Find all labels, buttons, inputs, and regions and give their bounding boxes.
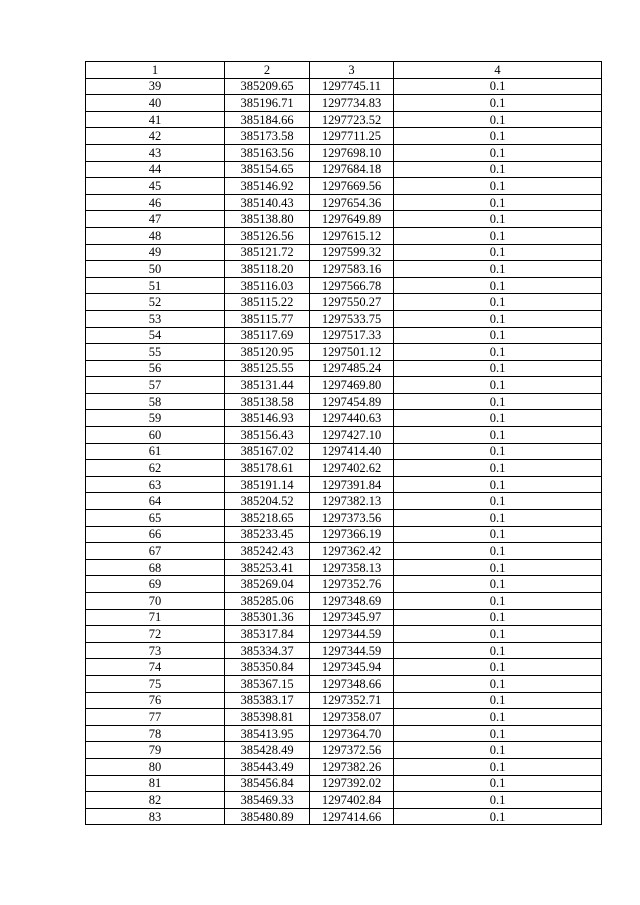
point-number-cell: 42 (86, 128, 225, 145)
column-header-3: 3 (310, 62, 394, 79)
y-coordinate-cell: 1297402.84 (310, 792, 394, 809)
x-coordinate-cell: 385469.33 (225, 792, 310, 809)
table-row (86, 659, 602, 676)
x-coordinate-cell: 385317.84 (225, 626, 310, 643)
x-coordinate-cell: 385115.22 (225, 294, 310, 311)
x-coordinate-cell: 385146.93 (225, 410, 310, 427)
value-cell: 0.1 (394, 725, 602, 742)
x-coordinate-cell: 385126.56 (225, 227, 310, 244)
point-number-cell: 72 (86, 626, 225, 643)
value-cell: 0.1 (394, 277, 602, 294)
y-coordinate-cell: 1297364.70 (310, 725, 394, 742)
x-coordinate-cell: 385146.92 (225, 178, 310, 195)
value-cell: 0.1 (394, 294, 602, 311)
header-row (86, 62, 602, 79)
y-coordinate-cell: 1297599.32 (310, 244, 394, 261)
y-coordinate-cell: 1297348.66 (310, 675, 394, 692)
value-cell: 0.1 (394, 775, 602, 792)
table-row (86, 725, 602, 742)
value-cell: 0.1 (394, 510, 602, 527)
point-number-cell: 65 (86, 510, 225, 527)
table-row (86, 559, 602, 576)
value-cell: 0.1 (394, 360, 602, 377)
point-number-cell: 60 (86, 427, 225, 444)
table-row (86, 576, 602, 593)
value-cell: 0.1 (394, 111, 602, 128)
table-row (86, 510, 602, 527)
x-coordinate-cell: 385218.65 (225, 510, 310, 527)
table-row (86, 294, 602, 311)
x-coordinate-cell: 385269.04 (225, 576, 310, 593)
table-row (86, 609, 602, 626)
y-coordinate-cell: 1297723.52 (310, 111, 394, 128)
point-number-cell: 40 (86, 95, 225, 112)
y-coordinate-cell: 1297382.13 (310, 493, 394, 510)
point-number-cell: 67 (86, 543, 225, 560)
y-coordinate-cell: 1297345.94 (310, 659, 394, 676)
y-coordinate-cell: 1297382.26 (310, 758, 394, 775)
y-coordinate-cell: 1297454.89 (310, 393, 394, 410)
y-coordinate-cell: 1297358.13 (310, 559, 394, 576)
value-cell: 0.1 (394, 227, 602, 244)
table-row (86, 593, 602, 610)
y-coordinate-cell: 1297352.71 (310, 692, 394, 709)
y-coordinate-cell: 1297501.12 (310, 344, 394, 361)
y-coordinate-cell: 1297392.02 (310, 775, 394, 792)
y-coordinate-cell: 1297352.76 (310, 576, 394, 593)
y-coordinate-cell: 1297344.59 (310, 626, 394, 643)
point-number-cell: 44 (86, 161, 225, 178)
point-number-cell: 53 (86, 310, 225, 327)
table-row (86, 111, 602, 128)
point-number-cell: 83 (86, 808, 225, 825)
table-row (86, 642, 602, 659)
value-cell: 0.1 (394, 310, 602, 327)
x-coordinate-cell: 385156.43 (225, 427, 310, 444)
table-row (86, 327, 602, 344)
table-row (86, 758, 602, 775)
value-cell: 0.1 (394, 344, 602, 361)
point-number-cell: 64 (86, 493, 225, 510)
table-row (86, 410, 602, 427)
y-coordinate-cell: 1297649.89 (310, 211, 394, 228)
value-cell: 0.1 (394, 377, 602, 394)
point-number-cell: 73 (86, 642, 225, 659)
x-coordinate-cell: 385117.69 (225, 327, 310, 344)
table-row (86, 244, 602, 261)
table-row (86, 443, 602, 460)
y-coordinate-cell: 1297533.75 (310, 310, 394, 327)
y-coordinate-cell: 1297745.11 (310, 78, 394, 95)
y-coordinate-cell: 1297414.40 (310, 443, 394, 460)
point-number-cell: 68 (86, 559, 225, 576)
value-cell: 0.1 (394, 194, 602, 211)
value-cell: 0.1 (394, 709, 602, 726)
table-row (86, 543, 602, 560)
table-row (86, 360, 602, 377)
value-cell: 0.1 (394, 659, 602, 676)
table-row (86, 377, 602, 394)
value-cell: 0.1 (394, 758, 602, 775)
y-coordinate-cell: 1297440.63 (310, 410, 394, 427)
table-row (86, 526, 602, 543)
value-cell: 0.1 (394, 675, 602, 692)
x-coordinate-cell: 385163.56 (225, 144, 310, 161)
value-cell: 0.1 (394, 443, 602, 460)
table-row (86, 493, 602, 510)
table-row (86, 692, 602, 709)
point-number-cell: 81 (86, 775, 225, 792)
table-row (86, 95, 602, 112)
table-row (86, 277, 602, 294)
value-cell: 0.1 (394, 244, 602, 261)
table-row (86, 675, 602, 692)
table-row (86, 344, 602, 361)
point-number-cell: 76 (86, 692, 225, 709)
value-cell: 0.1 (394, 642, 602, 659)
point-number-cell: 41 (86, 111, 225, 128)
table-row (86, 194, 602, 211)
table-row (86, 78, 602, 95)
table-row (86, 427, 602, 444)
x-coordinate-cell: 385413.95 (225, 725, 310, 742)
x-coordinate-cell: 385118.20 (225, 261, 310, 278)
x-coordinate-cell: 385140.43 (225, 194, 310, 211)
y-coordinate-cell: 1297550.27 (310, 294, 394, 311)
value-cell: 0.1 (394, 576, 602, 593)
x-coordinate-cell: 385138.58 (225, 393, 310, 410)
x-coordinate-cell: 385167.02 (225, 443, 310, 460)
table-row (86, 742, 602, 759)
table-row (86, 161, 602, 178)
value-cell: 0.1 (394, 393, 602, 410)
table-row (86, 128, 602, 145)
point-number-cell: 55 (86, 344, 225, 361)
table-row (86, 476, 602, 493)
point-number-cell: 82 (86, 792, 225, 809)
table-row (86, 211, 602, 228)
point-number-cell: 46 (86, 194, 225, 211)
x-coordinate-cell: 385456.84 (225, 775, 310, 792)
x-coordinate-cell: 385178.61 (225, 460, 310, 477)
point-number-cell: 75 (86, 675, 225, 692)
point-number-cell: 51 (86, 277, 225, 294)
point-number-cell: 62 (86, 460, 225, 477)
table-row (86, 792, 602, 809)
y-coordinate-cell: 1297469.80 (310, 377, 394, 394)
point-number-cell: 54 (86, 327, 225, 344)
y-coordinate-cell: 1297391.84 (310, 476, 394, 493)
value-cell: 0.1 (394, 95, 602, 112)
y-coordinate-cell: 1297348.69 (310, 593, 394, 610)
x-coordinate-cell: 385443.49 (225, 758, 310, 775)
y-coordinate-cell: 1297698.10 (310, 144, 394, 161)
x-coordinate-cell: 385191.14 (225, 476, 310, 493)
table-row (86, 261, 602, 278)
point-number-cell: 69 (86, 576, 225, 593)
y-coordinate-cell: 1297358.07 (310, 709, 394, 726)
y-coordinate-cell: 1297427.10 (310, 427, 394, 444)
column-header-4: 4 (394, 62, 602, 79)
y-coordinate-cell: 1297344.59 (310, 642, 394, 659)
table-row (86, 626, 602, 643)
value-cell: 0.1 (394, 128, 602, 145)
y-coordinate-cell: 1297366.19 (310, 526, 394, 543)
point-number-cell: 49 (86, 244, 225, 261)
y-coordinate-cell: 1297583.16 (310, 261, 394, 278)
x-coordinate-cell: 385233.45 (225, 526, 310, 543)
point-number-cell: 77 (86, 709, 225, 726)
y-coordinate-cell: 1297711.25 (310, 128, 394, 145)
value-cell: 0.1 (394, 410, 602, 427)
point-number-cell: 50 (86, 261, 225, 278)
x-coordinate-cell: 385131.44 (225, 377, 310, 394)
table-body (86, 78, 602, 825)
point-number-cell: 79 (86, 742, 225, 759)
x-coordinate-cell: 385154.65 (225, 161, 310, 178)
x-coordinate-cell: 385383.17 (225, 692, 310, 709)
y-coordinate-cell: 1297414.66 (310, 808, 394, 825)
point-number-cell: 58 (86, 393, 225, 410)
point-number-cell: 78 (86, 725, 225, 742)
point-number-cell: 45 (86, 178, 225, 195)
value-cell: 0.1 (394, 808, 602, 825)
value-cell: 0.1 (394, 692, 602, 709)
x-coordinate-cell: 385115.77 (225, 310, 310, 327)
value-cell: 0.1 (394, 178, 602, 195)
value-cell: 0.1 (394, 161, 602, 178)
table-row (86, 460, 602, 477)
x-coordinate-cell: 385428.49 (225, 742, 310, 759)
table-header (86, 62, 602, 79)
table-row (86, 144, 602, 161)
point-number-cell: 66 (86, 526, 225, 543)
x-coordinate-cell: 385285.06 (225, 593, 310, 610)
y-coordinate-cell: 1297615.12 (310, 227, 394, 244)
point-number-cell: 48 (86, 227, 225, 244)
y-coordinate-cell: 1297669.56 (310, 178, 394, 195)
column-header-1: 1 (86, 62, 225, 79)
value-cell: 0.1 (394, 261, 602, 278)
value-cell: 0.1 (394, 211, 602, 228)
table-row (86, 775, 602, 792)
x-coordinate-cell: 385121.72 (225, 244, 310, 261)
y-coordinate-cell: 1297684.18 (310, 161, 394, 178)
point-number-cell: 71 (86, 609, 225, 626)
x-coordinate-cell: 385173.58 (225, 128, 310, 145)
table-row (86, 310, 602, 327)
y-coordinate-cell: 1297372.56 (310, 742, 394, 759)
point-number-cell: 61 (86, 443, 225, 460)
value-cell: 0.1 (394, 792, 602, 809)
x-coordinate-cell: 385301.36 (225, 609, 310, 626)
x-coordinate-cell: 385480.89 (225, 808, 310, 825)
y-coordinate-cell: 1297517.33 (310, 327, 394, 344)
x-coordinate-cell: 385120.95 (225, 344, 310, 361)
point-number-cell: 39 (86, 78, 225, 95)
x-coordinate-cell: 385253.41 (225, 559, 310, 576)
x-coordinate-cell: 385350.84 (225, 659, 310, 676)
table-row (86, 227, 602, 244)
value-cell: 0.1 (394, 460, 602, 477)
point-number-cell: 70 (86, 593, 225, 610)
x-coordinate-cell: 385196.71 (225, 95, 310, 112)
value-cell: 0.1 (394, 742, 602, 759)
y-coordinate-cell: 1297345.97 (310, 609, 394, 626)
y-coordinate-cell: 1297485.24 (310, 360, 394, 377)
value-cell: 0.1 (394, 559, 602, 576)
value-cell: 0.1 (394, 593, 602, 610)
y-coordinate-cell: 1297654.36 (310, 194, 394, 211)
y-coordinate-cell: 1297566.78 (310, 277, 394, 294)
table-row (86, 808, 602, 825)
point-number-cell: 74 (86, 659, 225, 676)
coordinates-table (85, 61, 602, 825)
table-row (86, 709, 602, 726)
x-coordinate-cell: 385204.52 (225, 493, 310, 510)
value-cell: 0.1 (394, 526, 602, 543)
value-cell: 0.1 (394, 609, 602, 626)
x-coordinate-cell: 385367.15 (225, 675, 310, 692)
value-cell: 0.1 (394, 144, 602, 161)
point-number-cell: 43 (86, 144, 225, 161)
x-coordinate-cell: 385138.80 (225, 211, 310, 228)
value-cell: 0.1 (394, 626, 602, 643)
table-row (86, 393, 602, 410)
value-cell: 0.1 (394, 493, 602, 510)
value-cell: 0.1 (394, 78, 602, 95)
y-coordinate-cell: 1297373.56 (310, 510, 394, 527)
x-coordinate-cell: 385398.81 (225, 709, 310, 726)
value-cell: 0.1 (394, 427, 602, 444)
y-coordinate-cell: 1297402.62 (310, 460, 394, 477)
x-coordinate-cell: 385242.43 (225, 543, 310, 560)
point-number-cell: 63 (86, 476, 225, 493)
point-number-cell: 59 (86, 410, 225, 427)
x-coordinate-cell: 385334.37 (225, 642, 310, 659)
point-number-cell: 52 (86, 294, 225, 311)
point-number-cell: 57 (86, 377, 225, 394)
x-coordinate-cell: 385184.66 (225, 111, 310, 128)
value-cell: 0.1 (394, 476, 602, 493)
x-coordinate-cell: 385209.65 (225, 78, 310, 95)
point-number-cell: 80 (86, 758, 225, 775)
x-coordinate-cell: 385116.03 (225, 277, 310, 294)
value-cell: 0.1 (394, 327, 602, 344)
column-header-2: 2 (225, 62, 310, 79)
table-row (86, 178, 602, 195)
point-number-cell: 47 (86, 211, 225, 228)
value-cell: 0.1 (394, 543, 602, 560)
y-coordinate-cell: 1297362.42 (310, 543, 394, 560)
point-number-cell: 56 (86, 360, 225, 377)
x-coordinate-cell: 385125.55 (225, 360, 310, 377)
y-coordinate-cell: 1297734.83 (310, 95, 394, 112)
